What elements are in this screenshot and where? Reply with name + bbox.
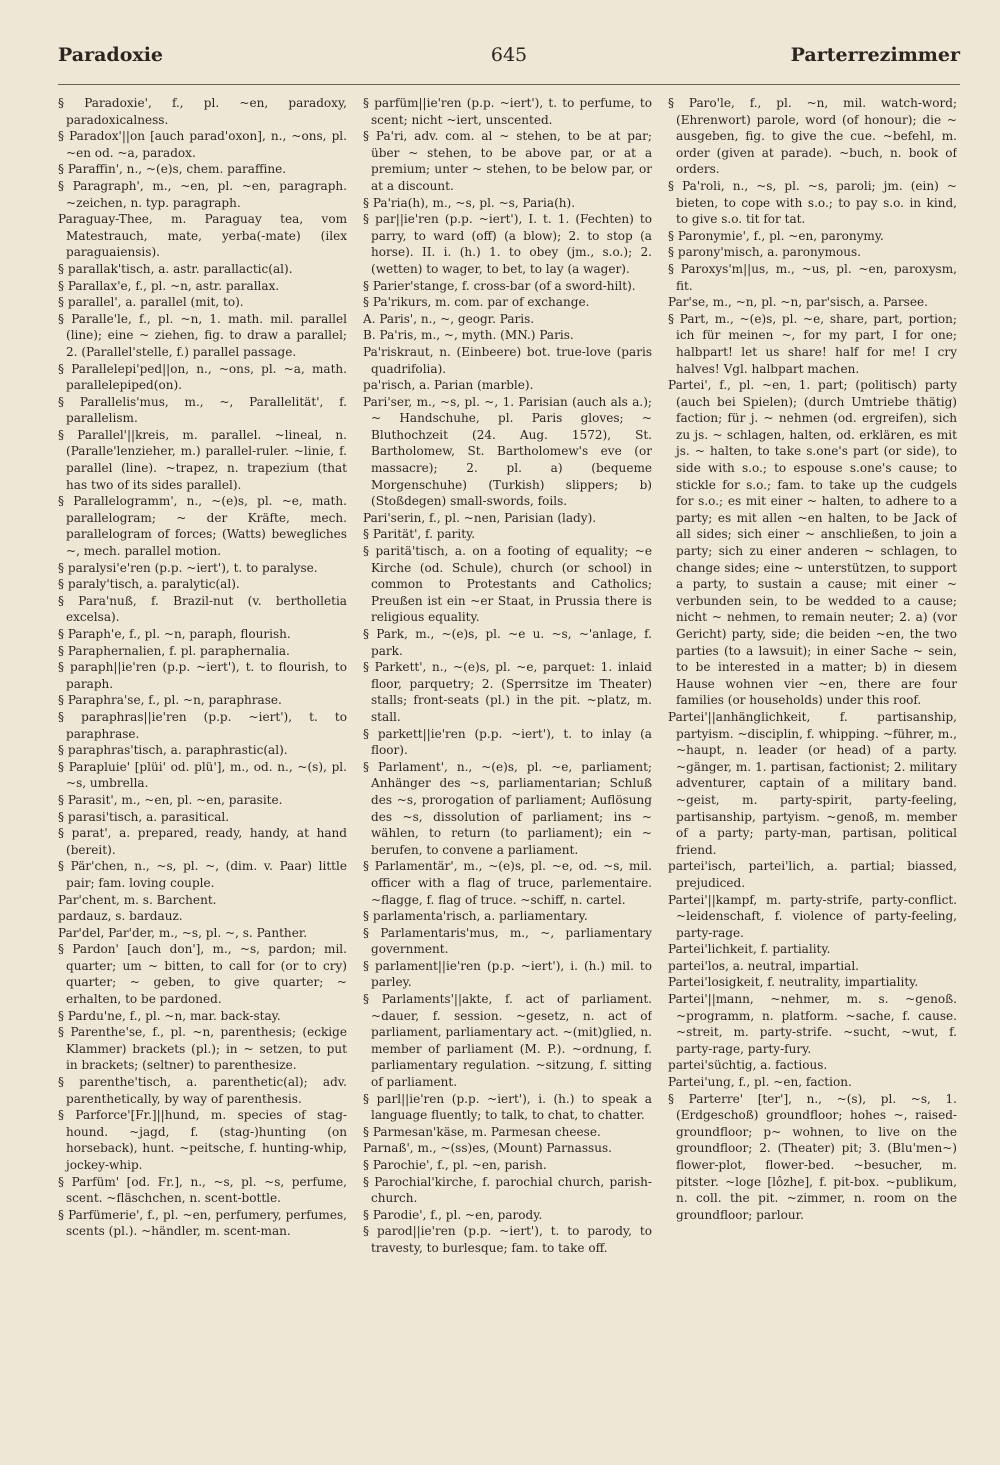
dictionary-entry: § Pa'ri, adv. com. al ~ stehen, to be at par; über ~ stehen, to be above par, or at a premium; unter ~ stehen, to be below par, or at a discount. — [363, 129, 652, 193]
dictionary-entry: § Paronymie', f., pl. ~en, paronymy. — [668, 228, 884, 243]
dictionary-entry: § Park, m., ~(e)s, pl. ~e u. ~s, ~'anlage, f. park. — [363, 627, 652, 658]
dictionary-entry: § parfüm||ie'ren (p.p. ~iert'), t. to perfume, to scent; nicht ~iert, unscented. — [363, 96, 652, 127]
dictionary-entry: § paralysi'e'ren (p.p. ~iert'), t. to paralyse. — [58, 560, 318, 575]
header-rule — [58, 84, 960, 85]
dictionary-entry: § parod||ie'ren (p.p. ~iert'), t. to parody, to travesty, to burlesque; fam. to take off. — [363, 1224, 652, 1255]
dictionary-entry: § Parallelepi'ped||on, n., ~ons, pl. ~a, math. parallelepiped(on). — [58, 361, 347, 393]
dictionary-entry: partei'los, a. neutral, impartial. — [668, 958, 860, 973]
dictionary-entry: § Pa'ria(h), m., ~s, pl. ~s, Paria(h). — [363, 195, 576, 210]
dictionary-entry: § Parodie', f., pl. ~en, parody. — [363, 1207, 543, 1222]
dictionary-entry: § Parterre' [ter'], n., ~(s), pl. ~s, 1. (Erdgeschoß) groundfloor; hohes ~, raised-groundfloor; p~ wohnen, to live on the groundfloor; 2. (Theater) pit; 3. (Blu'men~) flower-plot, flower-bed. ~besucher, m. pitster. ~loge [lôzhe], f. pit-box. ~publikum, n. coll. the pit. ~zimmer, n. room on the groundfloor; parlour. — [668, 1091, 957, 1222]
dictionary-entry: § Parallel'||kreis, m. parallel. ~lineal, n. (Paralle'lenzieher, m.) parallel-ruler. ~linie, f. parallel (line). ~trapez, n. trapezium (that has two of its sides parallel). — [58, 427, 347, 492]
dictionary-entry: § Parasit', m., ~en, pl. ~en, parasite. — [58, 792, 283, 807]
dictionary-entry: § Pa'roli, n., ~s, pl. ~s, paroli; jm. (ein) ~ bieten, to cope with s.o.; to pay s.o. in kind, to give s.o. tit for tat. — [668, 178, 957, 227]
dictionary-entry: § Parfüm' [od. Fr.], n., ~s, pl. ~s, perfume, scent. ~fläschchen, n. scent-bottle. — [58, 1174, 347, 1206]
dictionary-entry: pa'risch, a. Parian (marble). — [363, 378, 534, 393]
dictionary-entry: § parkett||ie'ren (p.p. ~iert'), t. to inlay (a floor). — [363, 726, 652, 758]
dictionary-entry: § Parlament', n., ~(e)s, pl. ~e, parliament; Anhänger des ~s, parliamentarian; Schluß des ~s, prorogation of parliament; Auflösung des ~s, dissolution of parliament; ins ~ wählen, to return (to parliament); ein ~ berufen, to convene a parliament. — [363, 759, 652, 857]
dictionary-entry: § Parallelis'mus, m., ~, Parallelität', f. parallelism. — [58, 394, 347, 426]
page-number: 645 — [490, 44, 528, 66]
dictionary-entry: § Parier'stange, f. cross-bar (of a sword-hilt). — [363, 278, 636, 293]
dictionary-entry: § Pardon' [auch don'], m., ~s, pardon; mil. quarter; um ~ bitten, to call for (or to cry) quarter; ~ geben, to give quarter; ~ erhalten, to be pardoned. — [58, 942, 347, 1007]
dictionary-entry: § Pär'chen, n., ~s, pl. ~, (dim. v. Paar) little pair; fam. loving couple. — [58, 859, 347, 890]
dictionary-entry: § Parapluie' [plüi' od. plü'], m., od. n., ~(s), pl. ~s, umbrella. — [58, 759, 347, 791]
dictionary-entry: § Parochie', f., pl. ~en, parish. — [363, 1158, 547, 1172]
dictionary-entry: § Paro'le, f., pl. ~n, mil. watch-word; (Ehrenwort) parole, word (of honour); die ~ ausgeben, fig. to give the cue. ~befehl, m. order (given at parade). ~buch, n. book of orders. — [668, 96, 957, 177]
dictionary-entry: Parnaß', m., ~(ss)es, (Mount) Parnassus. — [363, 1141, 612, 1156]
dictionary-entry: partei'süchtig, a. factious. — [668, 1058, 828, 1073]
dictionary-entry: § Parmesan'käse, m. Parmesan cheese. — [363, 1124, 601, 1139]
dictionary-entry: § parallak'tisch, a. astr. parallactic(al). — [58, 261, 293, 276]
dictionary-entry: Partei'losigkeit, f. neutrality, impartiality. — [668, 975, 919, 990]
dictionary-entry: § Paralle'le, f., pl. ~n, 1. math. mil. parallel (line); eine ~ ziehen, fig. to draw a parallel; 2. (Parallel'stelle, f.) parallel passage. — [58, 311, 347, 359]
dictionary-entry: § parony'misch, a. paronymous. — [668, 245, 862, 260]
dictionary-entry: § Paroxys'm||us, m., ~us, pl. ~en, paroxysm, fit. — [668, 261, 957, 293]
dictionary-entry: partei'isch, partei'lich, a. partial; biassed, prejudiced. — [668, 859, 957, 890]
column-3 — [668, 95, 957, 1445]
dictionary-entry: Pa'riskraut, n. (Einbeere) bot. true-love (paris quadrifolia). — [363, 344, 652, 376]
dictionary-entry: pardauz, s. bardauz. — [58, 909, 183, 924]
dictionary-entry: § Parallelogramm', n., ~(e)s, pl. ~e, math. parallelogram; ~ der Kräfte, mech. parallelogram of forces; (Watts) bewegliches ~, mech. parallel motion. — [58, 494, 347, 559]
header-left-catchword: Paradoxie — [58, 44, 164, 66]
dictionary-entry: § Parkett', n., ~(e)s, pl. ~e, parquet: 1. inlaid floor, parquetry; 2. (Sperrsitze im Theater) stalls; front-seats (pl.) in the pit. ~platz, m. stall. — [363, 660, 652, 724]
dictionary-entry: § paritä'tisch, a. on a footing of equality; ~e Kirche (od. Schule), church (or school) in common to Protestants and Catholics; Preußen ist ein ~er Staat, in Prussia there is religious equality. — [363, 544, 652, 625]
dictionary-entry: § parenthe'tisch, a. parenthetic(al); adv. parenthetically, by way of parenthesis. — [58, 1075, 347, 1106]
dictionary-entry: A. Paris', n., ~, geogr. Paris. — [363, 311, 535, 326]
dictionary-entry: § Paradoxie', f., pl. ~en, paradoxy, paradoxicalness. — [58, 96, 347, 127]
dictionary-entry: § par||ie'ren (p.p. ~iert'), I. t. 1. (Fechten) to parry, to ward (off) (a blow); 2. to stop (a horse). II. i. (h.) 1. to obey (jm., s.o.); 2. (wetten) to wager, to bet, to lay (a wager). — [363, 212, 652, 276]
dictionary-entry: § Paragraph', m., ~en, pl. ~en, paragraph. ~zeichen, n. typ. paragraph. — [58, 178, 347, 210]
dictionary-entry: § Parforce'[Fr.]||hund, m. species of stag-hound. ~jagd, f. (stag-)hunting (on horseback), hunt. ~peitsche, f. hunting-whip, jockey-whip. — [58, 1108, 347, 1172]
dictionary-entry: § Paraphernalien, f. pl. paraphernalia. — [58, 643, 290, 658]
dictionary-entry: Partei'||anhänglichkeit, f. partisanship, partyism. ~disciplin, f. whipping. ~führer, m., ~haupt, n. leader (or head) of a party. ~gänger, m. 1. partisan, factionist; 2. military adventurer, captain of a military band. ~geist, m. party-spirit, party-feeling, partisanship, partyism. ~genoß, m. member of a party; party-man, partisan, political friend. — [668, 709, 957, 857]
dictionary-entry: Partei'||mann, ~nehmer, m. s. ~genoß. ~programm, n. platform. ~sache, f. cause. ~streit, m. party-strife. ~sucht, ~wut, f. party-rage, party-fury. — [668, 992, 957, 1056]
dictionary-entry: § parlament||ie'ren (p.p. ~iert'), i. (h.) mil. to parley. — [363, 958, 652, 990]
dictionary-entry: § Paraphra'se, f., pl. ~n, paraphrase. — [58, 693, 282, 708]
dictionary-entry: § Paraffin', n., ~(e)s, chem. paraffine. — [58, 162, 287, 177]
dictionary-entry: Par'chent, m. s. Barchent. — [58, 892, 217, 907]
columns — [58, 95, 960, 1445]
dictionary-entry: § Parenthe'se, f., pl. ~n, parenthesis; (eckige Klammer) brackets (pl.); in ~ setzen, to put in brackets; (seltner) to parenthesize. — [58, 1025, 347, 1073]
dictionary-entry: § parallel', a. parallel (mit, to). — [58, 295, 244, 310]
dictionary-entry: § Parochial'kirche, f. parochial church, parish-church. — [363, 1174, 652, 1206]
column-1 — [58, 95, 347, 1445]
dictionary-entry: § Parfümerie', f., pl. ~en, perfumery, perfumes, scents (pl.). ~händler, m. scent-man. — [58, 1207, 347, 1239]
dictionary-entry: § Paraph'e, f., pl. ~n, paraph, flourish. — [58, 627, 291, 641]
column-2 — [363, 95, 652, 1445]
dictionary-entry: § Pa'rikurs, m. com. par of exchange. — [363, 295, 590, 310]
dictionary-entry: Paraguay-Thee, m. Paraguay tea, vom Matestrauch, mate, yerba(-mate) (ilex paraguaiensis). — [58, 212, 347, 260]
dictionary-entry: § Parlaments'||akte, f. act of parliament. ~dauer, f. session. ~gesetz, n. act of parliament, parliamentary act. ~(mit)glied, n. member of parliament (M. P.). ~ordnung, f. parliamentary regulation. ~sitzung, f. sitting of parliament. — [363, 992, 652, 1090]
dictionary-entry: § Para'nuß, f. Brazil-nut (v. bertholletia excelsa). — [58, 593, 347, 625]
dictionary-entry: Partei'lichkeit, f. partiality. — [668, 942, 831, 957]
dictionary-entry: § Part, m., ~(e)s, pl. ~e, share, part, portion; ich für meinen ~, for my part, I for one; halbpart! let us share! half for me! I cry halves! Vgl. halbpart machen. — [668, 311, 957, 376]
dictionary-entry: § paraly'tisch, a. paralytic(al). — [58, 577, 240, 592]
page-header — [58, 44, 960, 84]
dictionary-entry: Pari'serin, f., pl. ~nen, Parisian (lady). — [363, 510, 597, 525]
dictionary-entry: § parasi'tisch, a. parasitical. — [58, 809, 230, 824]
dictionary-entry: Partei'ung, f., pl. ~en, faction. — [668, 1075, 852, 1090]
dictionary-entry: Partei', f., pl. ~en, 1. part; (politisch) party (auch bei Spielen); (durch Umtriebe thätig) faction; für j. ~ nehmen (od. ergreifen), sich zu js. ~ schlagen, halten, od. erklären, es mit js. ~ halten, to take s.one's part (or side), to side with s.o.; to espouse s.one's cause; to stickle for s.o.; fam. to take up the cudgels for s.o.; es mit einer ~ halten, to adhere to a party; es mit allen ~en halten, to be Jack of all sides; sich einer ~ anschließen, to join a party; sich zu einer anderen ~ schlagen, to change sides; eine ~ unterstützen, to support a party, to sustain a cause; mit einer ~ verbunden sein, to be wedded to a cause; nicht ~ nehmen, to remain neuter; 2. a) (vor Gericht) party, side; die beiden ~en, the two parties (to a lawsuit); in einer Sache ~ sein, to be interested in a matter; b) in diesem Hause wohnen vier ~en, there are four families (or households) under this roof. — [668, 378, 957, 708]
dictionary-entry: § Parität', f. parity. — [363, 527, 476, 542]
dictionary-entry: § parlamenta'risch, a. parliamentary. — [363, 909, 588, 924]
dictionary-entry: § parat', a. prepared, ready, handy, at hand (bereit). — [58, 826, 347, 857]
dictionary-entry: § Pardu'ne, f., pl. ~n, mar. back-stay. — [58, 1008, 281, 1023]
dictionary-entry: § paraphras||ie'ren (p.p. ~iert'), t. to paraphrase. — [58, 709, 347, 741]
dictionary-entry: Partei'||kampf, m. party-strife, party-conflict. ~leidenschaft, f. violence of party-feeling, party-rage. — [668, 892, 957, 940]
dictionary-entry: § Parlamentaris'mus, m., ~, parliamentary government. — [363, 925, 652, 957]
dictionary-entry: § Parlamentär', m., ~(e)s, pl. ~e, od. ~s, mil. officer with a flag of truce, parlementaire. ~flagge, f. flag of truce. ~schiff, n. cartel. — [363, 859, 652, 907]
dictionary-entry: § Parallax'e, f., pl. ~n, astr. parallax. — [58, 278, 280, 293]
dictionary-entry: § paraph||ie'ren (p.p. ~iert'), t. to flourish, to paraph. — [58, 660, 347, 691]
dictionary-entry: § parl||ie'ren (p.p. ~iert'), i. (h.) to speak a language fluently; to talk, to chat, to chatter. — [363, 1091, 652, 1123]
dictionary-entry: Par'se, m., ~n, pl. ~n, par'sisch, a. Parsee. — [668, 295, 928, 310]
dictionary-entry: B. Pa'ris, m., ~, myth. (MN.) Paris. — [363, 328, 574, 343]
dictionary-entry: Par'del, Par'der, m., ~s, pl. ~, s. Panther. — [58, 925, 308, 940]
dictionary-entry: § paraphras'tisch, a. paraphrastic(al). — [58, 743, 288, 758]
header-right-catchword: Parterrezimmer — [790, 44, 960, 66]
dictionary-entry: Pari'ser, m., ~s, pl. ~, 1. Parisian (auch als a.); ~ Handschuhe, pl. Paris gloves; ~ Bluthochzeit (24. Aug. 1572), St. Bartholomew, St. Bartholomew's eve (or massacre); 2. pl. a) (bequeme Morgenschuhe) (Turkish) slippers; b) (Stoßdegen) small-swords, foils. — [363, 394, 652, 509]
dictionary-entry: § Paradox'||on [auch parad'oxon], n., ~ons, pl. ~en od. ~a, paradox. — [58, 129, 347, 160]
